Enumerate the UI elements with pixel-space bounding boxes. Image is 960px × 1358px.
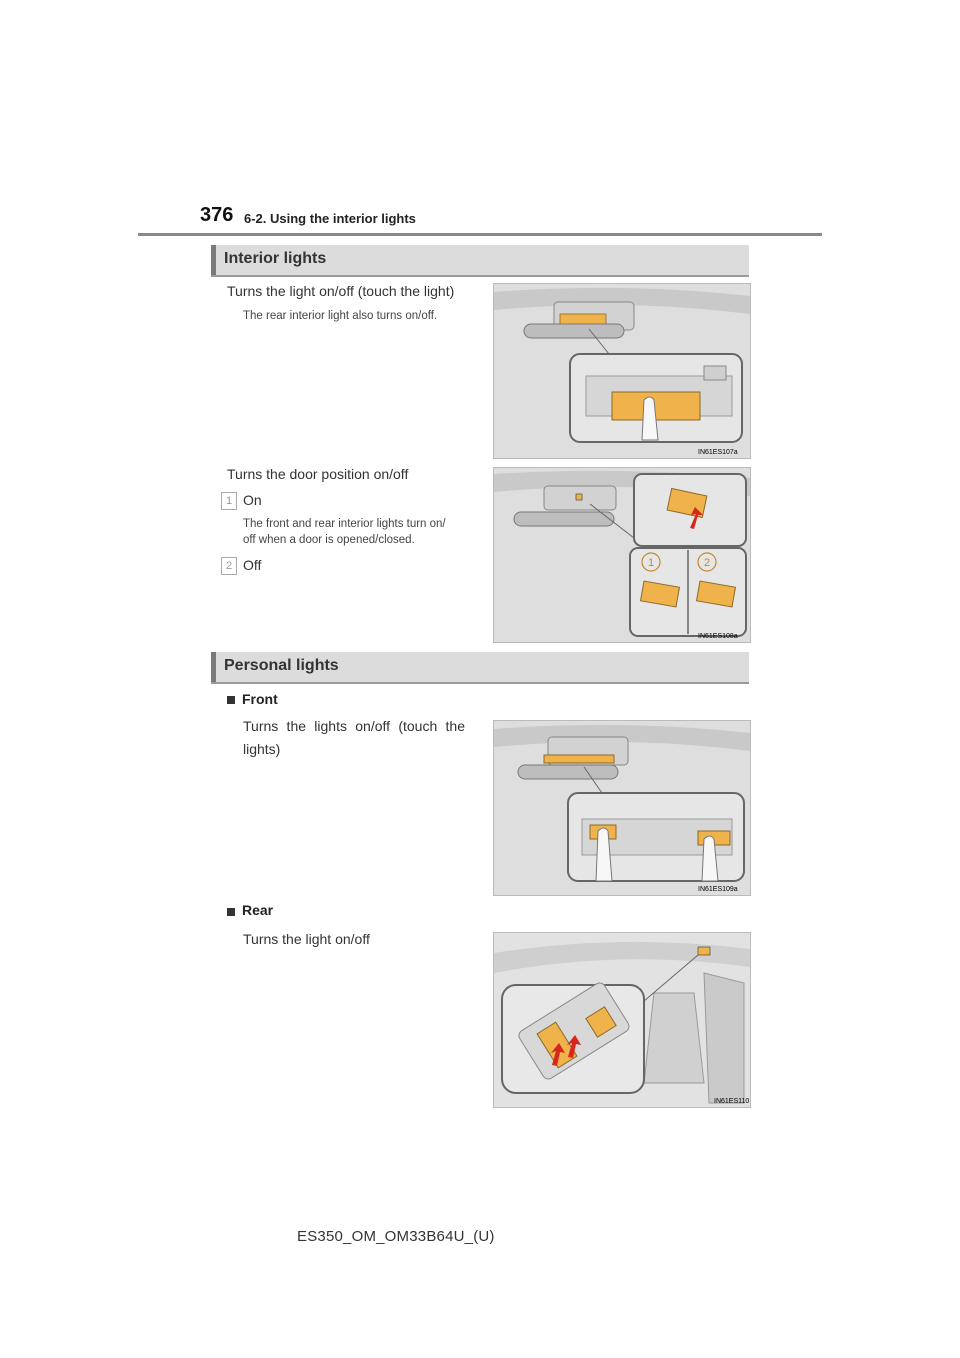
- figure-door-position-switch: [493, 467, 751, 643]
- front-subheading: Front: [242, 691, 278, 707]
- on-label: On: [243, 492, 262, 508]
- section-title: Interior lights: [224, 250, 327, 267]
- step-badge-2: 2: [221, 557, 237, 575]
- figure-code: IN61ES109a: [698, 886, 738, 893]
- section-title: Personal lights: [224, 657, 339, 674]
- front-description-line1: Turns the lights on/off (touch the: [243, 718, 465, 734]
- figure-code: IN61ES110: [714, 1098, 750, 1105]
- rear-description: Turns the light on/off: [243, 931, 370, 947]
- door-position-description: Turns the door position on/off: [227, 466, 409, 482]
- section-header-interior-lights: [211, 245, 749, 277]
- figure-code: IN61ES107a: [698, 449, 738, 456]
- on-note-line1: The front and rear interior lights turn on/: [243, 518, 446, 530]
- section-header-bar: [211, 245, 216, 275]
- figure-code: IN61ES108a: [698, 633, 738, 640]
- front-description-line2: lights): [243, 741, 281, 757]
- figure-front-personal-lights: [493, 720, 751, 896]
- on-note-line2: off when a door is opened/closed.: [243, 534, 415, 546]
- figure-label-2: 2: [703, 557, 711, 569]
- off-label: Off: [243, 557, 262, 573]
- section-header-bar: [211, 652, 216, 682]
- figure-interior-light-touch: [493, 283, 751, 459]
- page-number: 376: [200, 204, 234, 226]
- interior-light-description: Turns the light on/off (touch the light): [227, 283, 455, 299]
- figure-label-1: 1: [647, 557, 655, 569]
- document-id-footer: ES350_OM_OM33B64U_(U): [297, 1228, 495, 1245]
- section-reference: 6-2. Using the interior lights: [244, 211, 416, 226]
- square-bullet-icon: [227, 908, 235, 916]
- section-header-personal-lights: [211, 652, 749, 684]
- interior-light-note: The rear interior light also turns on/off.: [243, 310, 438, 322]
- step-badge-1: 1: [221, 492, 237, 510]
- figure-rear-personal-light: [493, 932, 751, 1108]
- square-bullet-icon: [227, 696, 235, 704]
- rear-subheading: Rear: [242, 902, 274, 918]
- header-rule: [138, 233, 822, 236]
